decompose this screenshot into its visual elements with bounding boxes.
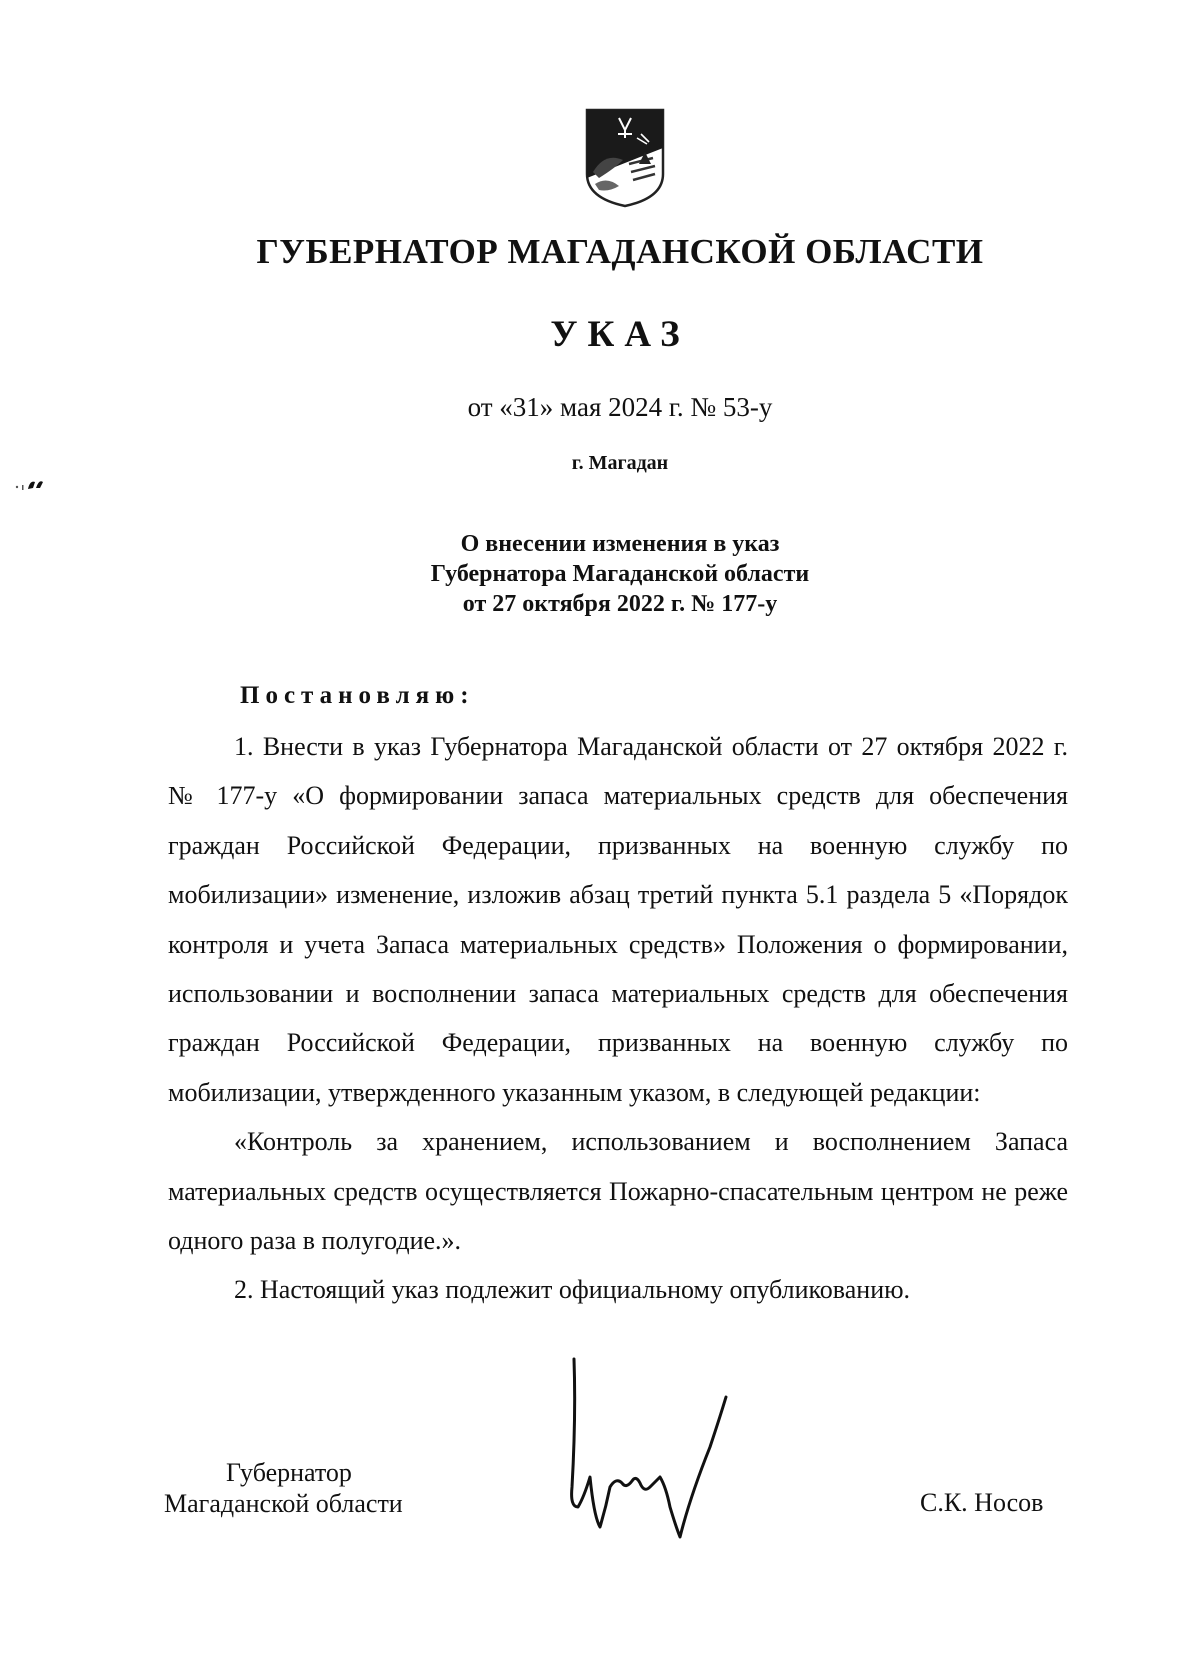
- body-paragraph: 2. Настоящий указ подлежит официальному опубликованию.: [234, 1275, 911, 1305]
- document-subject: [0, 529, 1200, 619]
- document-type-title: УКАЗ: [550, 314, 690, 355]
- coat-of-arms-icon: [585, 108, 665, 208]
- handwritten-signature: [570, 1357, 740, 1547]
- signatory-name: С.К. Носов: [920, 1488, 1044, 1517]
- subject-line: О внесении изменения в указ: [460, 531, 780, 557]
- document-date-number: от «31» мая 2024 г. № 53-у: [467, 392, 773, 422]
- signatory-position-line: Губернатор: [226, 1458, 352, 1487]
- scan-artifact-mark: [14, 478, 48, 492]
- body-paragraph: «Контроль за хранением, использованием и восполнением Запаса материальных средств осуществляется Пожарно-спасательным центром не реже одного раза в полугодие.».: [168, 1127, 1068, 1256]
- signatory-position-line: Магаданской области: [164, 1489, 403, 1518]
- subject-line: Губернатора Магаданской области: [430, 561, 810, 587]
- body-paragraph: 1. Внести в указ Губернатора Магаданской области от 27 октября 2022 г. № 177-у «О формировании запаса материальных средств для обеспечения граждан Российской Федерации, призванных на военную службу по мобилизации» изменение, изложив абзац третий пункта 5.1 раздела 5 «Порядок контроля и учета Запаса материальных средств» Положения о формировании, использовании и восполнении запаса материальных средств для обеспечения граждан Российской Федерации, призванных на военную службу по мобилизации, утвержденного указанным указом, в следующей редакции:: [168, 732, 1068, 1107]
- decree-formula: Постановляю:: [240, 682, 475, 709]
- issuing-authority-title: ГУБЕРНАТОР МАГАДАНСКОЙ ОБЛАСТИ: [256, 232, 984, 271]
- document-city: г. Магадан: [571, 452, 669, 474]
- signatory-position: [164, 1457, 403, 1519]
- document-body: [168, 722, 1068, 1315]
- subject-line: от 27 октября 2022 г. № 177-у: [462, 591, 778, 617]
